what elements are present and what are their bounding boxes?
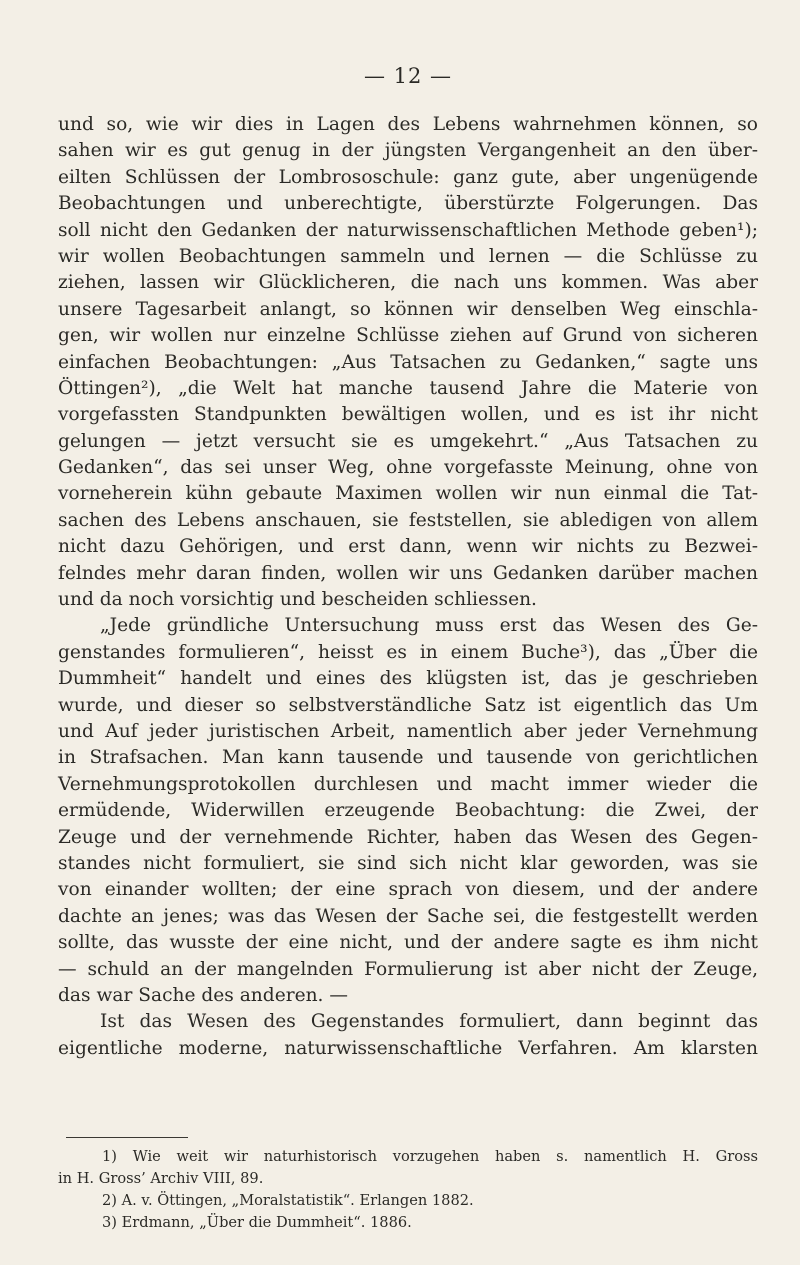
text-line: das war Sache des anderen. — — [58, 984, 348, 1006]
text-line: Zeuge und der vernehmende Richter, haben das Wesen des Gegen- — [58, 826, 758, 848]
text-line: soll nicht den Gedanken der naturwissenschaftlichen Methode geben¹); — [58, 219, 758, 241]
text-line: felndes mehr daran finden, wollen wir uns Gedanken darüber machen — [58, 562, 758, 584]
book-page — [58, 0, 758, 1265]
text-line: in Strafsachen. Man kann tausende und tausende von gerichtlichen — [58, 747, 758, 769]
text-line: gen, wir wollen nur einzelne Schlüsse ziehen auf Grund von sicheren — [58, 325, 758, 347]
text-line: genstandes formulieren“, heisst es in einem Buche³), das „Über die — [58, 641, 758, 663]
text-line: sachen des Lebens anschauen, sie feststellen, sie abledigen von allem — [58, 509, 758, 531]
text-line: wir wollen Beobachtungen sammeln und lernen — die Schlüsse zu — [58, 245, 758, 267]
text-line: vorneherein kühn gebaute Maximen wollen wir nun einmal die Tat- — [58, 483, 758, 505]
body-text — [58, 112, 758, 1062]
footnote-line: 2) A. v. Öttingen, „Moralstatistik“. Erlangen 1882. — [102, 1192, 474, 1209]
footnote-line: 1) Wie weit wir naturhistorisch vorzugehen haben s. namentlich H. Gross — [102, 1148, 758, 1165]
text-line: gelungen — jetzt versucht sie es umgekehrt.“ „Aus Tatsachen zu — [58, 430, 758, 452]
text-line: sollte, das wusste der eine nicht, und der andere sagte es ihm nicht — [58, 932, 758, 954]
text-line: nicht dazu Gehörigen, und erst dann, wenn wir nichts zu Bezwei- — [58, 536, 758, 558]
text-line: Beobachtungen und unberechtigte, überstürzte Folgerungen. Das — [58, 193, 758, 215]
text-line: Vernehmungsprotokollen durchlesen und macht immer wieder die — [58, 773, 758, 795]
text-line: Gedanken“, das sei unser Weg, ohne vorgefasste Meinung, ohne von — [58, 457, 758, 479]
text-line: Dummheit“ handelt und eines des klügsten ist, das je geschrieben — [58, 668, 758, 690]
text-line: ermüdende, Widerwillen erzeugende Beobachtung: die Zwei, der — [58, 800, 758, 822]
footnote-line: 3) Erdmann, „Über die Dummheit“. 1886. — [102, 1214, 412, 1231]
text-line: ziehen, lassen wir Glücklicheren, die nach uns kommen. Was aber — [58, 272, 758, 294]
text-line: einfachen Beobachtungen: „Aus Tatsachen zu Gedanken,“ sagte uns — [58, 351, 758, 373]
text-line: „Jede gründliche Untersuchung muss erst das Wesen des Ge- — [100, 615, 758, 637]
text-line: dachte an jenes; was das Wesen der Sache sei, die festgestellt werden — [58, 905, 758, 927]
footnote-divider — [66, 1137, 188, 1138]
text-line: eigentliche moderne, naturwissenschaftliche Verfahren. Am klarsten — [58, 1037, 758, 1059]
text-line: unsere Tagesarbeit anlangt, so können wir denselben Weg einschla- — [58, 298, 758, 320]
text-line: und da noch vorsichtig und bescheiden schliessen. — [58, 589, 537, 611]
page-number: — 12 — — [363, 64, 453, 88]
text-line: und so, wie wir dies in Lagen des Lebens wahrnehmen können, so — [58, 114, 758, 135]
text-line: vorgefassten Standpunkten bewältigen wollen, und es ist ihr nicht — [58, 404, 758, 426]
footnote-line: in H. Gross’ Archiv VIII, 89. — [58, 1170, 264, 1187]
footnotes — [58, 1146, 758, 1234]
text-line: eilten Schlüssen der Lombrososchule: ganz gute, aber ungenügende — [58, 166, 758, 188]
text-line: — schuld an der mangelnden Formulierung ist aber nicht der Zeuge, — [58, 958, 758, 980]
text-line: von einander wollten; der eine sprach von diesem, und der andere — [58, 879, 758, 901]
text-line: und Auf jeder juristischen Arbeit, namentlich aber jeder Vernehmung — [58, 720, 758, 742]
text-line: Ist das Wesen des Gegenstandes formuliert, dann beginnt das — [100, 1011, 758, 1033]
text-line: wurde, und dieser so selbstverständliche Satz ist eigentlich das Um — [58, 694, 758, 716]
text-line: sahen wir es gut genug in der jüngsten Vergangenheit an den über- — [58, 140, 758, 162]
text-line: standes nicht formuliert, sie sind sich nicht klar geworden, was sie — [58, 852, 758, 874]
text-line: Öttingen²), „die Welt hat manche tausend Jahre die Materie von — [58, 377, 758, 399]
